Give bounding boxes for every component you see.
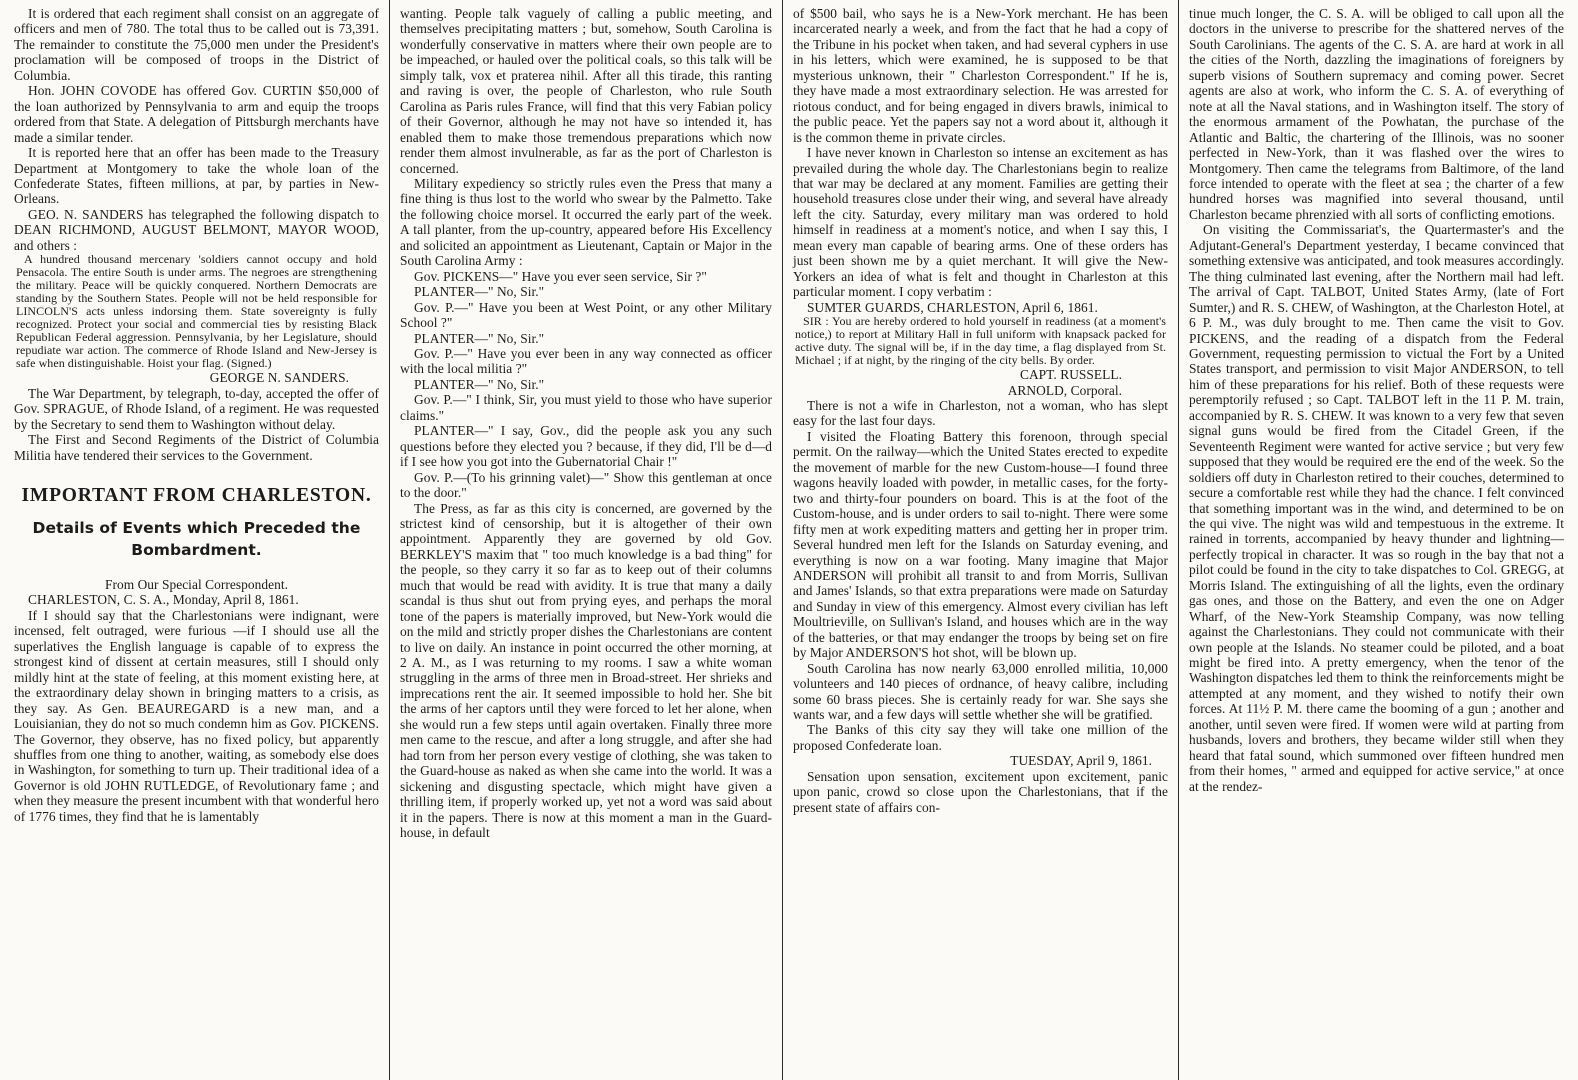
dialogue-line: PLANTER—" No, Sir.": [414, 376, 545, 392]
column-3: [782, 0, 1178, 1080]
paragraph: I have never known in Charleston so intense an excitement as has prevailed during the whole day. The Charlestonians begin to realize that war may be declared at any moment. Families are getting their household treasures close under their wing, and several have already left the city. Saturday, every military man was ordered to hold himself in readiness at a moment's notice, and when I say this, I mean every man capable of bearing arms. One of these orders has just been shown me by a quiet merchant. It will give the New-Yorkers an idea of what is felt and thought in Charleston at this particular moment. I copy verbatim :: [793, 145, 1168, 300]
article-subheadline: Details of Events which Preceded the Bombardment.: [32, 518, 361, 559]
dialogue-line: PLANTER—" I say, Gov., did the people ask you any such questions before they elected you ? because, if they did, I'll be d—d if I see how you got into the Gubernatorial Chair !": [400, 423, 772, 470]
paragraph: Sensation upon sensation, excitement upon excitement, panic upon panic, crowd so close upon the Charlestonians, that if the present state of affairs con-: [793, 768, 1168, 815]
paragraph: South Carolina has now nearly 63,000 enrolled militia, 10,000 volunteers and 140 pieces of ordnance, of heavy calibre, including some 60 brass pieces. She is certainly ready for war. She says she wants war, and a few days will settle whether she will be gratified.: [793, 660, 1168, 723]
paragraph: There is not a wife in Charleston, not a woman, who has slept easy for the last four days.: [793, 397, 1168, 429]
dialogue-line: Gov. P.—" I think, Sir, you must yield to those who have superior claims.": [400, 392, 772, 423]
paragraph: GEO. N. SANDERS has telegraphed the following dispatch to DEAN RICHMOND, AUGUST BELMONT, MAYOR WOOD, and others :: [14, 206, 379, 253]
quoted-dispatch: A hundred thousand mercenary 'soldiers cannot occupy and hold Pensacola. The entire South is under arms. The negroes are strengthening the military. Peace will be quickly conquered. Northern Democrats are standing by the Southern States. People will not be held responsible for LINCOLN'S acts unless indorsing them. State sovereignty is fully recognized. Protect your social and commercial ties by resisting Black Republican Federal aggression. Pennsylvania, by her Legislature, should repudiate war action. The commerce of Rhode Island and New-Jersey is safe when distinguishable. Hoist your flag. (Signed.): [16, 252, 377, 371]
dialogue-line: Gov. PICKENS—" Have you ever seen service, Sir ?": [414, 268, 707, 284]
dateline: TUESDAY, April 9, 1861.: [1010, 753, 1152, 769]
column-2: [389, 0, 782, 1080]
paragraph: It is reported here that an offer has been made to the Treasury Department at Montgomery to take the whole loan of the Confederate States, fifteen millions, at par, by parties in New-Orleans.: [14, 145, 379, 207]
order-signature: CAPT. RUSSELL.: [1019, 367, 1122, 383]
dialogue-line: Gov. P.—(To his grinning valet)—" Show this gentleman at once to the door.": [400, 469, 772, 501]
paragraph: I visited the Floating Battery this forenoon, through special permit. On the railway—which the United States erected to expedite the movement of marble for the new Custom-house—I found three wagons heavily loaded with powder, in metallic cases, for the forty-two and thirty-four pounders on board. This is at the foot of the Custom-house, and is under orders to sail to-night. There were some fifty men at work expediting matters and getting her in proper trim. Several hundred men left for the Islands on Saturday evening, and everything is now on a war footing. Many imagine that Major ANDERSON will prohibit all transit to and from Morris, Sullivan and James' Islands, so that extra preparations were made on Saturday and Sunday in view of this emergency. Almost every civilian has left Moultrieville, on Sullivan's Island, and houses which are in the way of the batteries, or that may endanger the troops by being set on fire by Major ANDERSON'S hot shot, will be blown up.: [793, 428, 1168, 661]
paragraph: The First and Second Regiments of the District of Columbia Militia have tendered their services to the Government.: [14, 432, 379, 463]
paragraph: The Press, as far as this city is concerned, are governed by the strictest kind of censorship, but it is altogether of their own appointment. Apparently they are governed by old Gov. BERKLEY'S maxim that " too much knowledge is a bad thing" for the people, so they carry it so far as to keep out of their columns much that would be read with avidity. It is true that many a daily scandal is thus shut out from prying eyes, and perhaps the moral tone of the papers is materially improved, but New-York would die on the mild and strictly proper dishes the Charlestonians are content to live on daily. An instance in point occurred the other morning, at 2 A. M., as I was returning to my rooms. I saw a white woman struggling in the arms of three men in Broad-street. Her shrieks and imprecations rent the air. It seemed impossible to hold her. She bit the arms of her captors until they were forced to let her alone, when she would run a few steps until again overtaken. Finally three more men came to the rescue, and after a long struggle, and after she had had torn from her person every vestige of clothing, she was taken to the Guard-house as naked as when she came into the world. It was a sickening and disgusting spectacle, which might have given a thrilling item, if properly worked up, yet not a word was said about it in the papers. There is now at this moment a man in the Guard-house, in default: [400, 500, 772, 841]
paragraph: tinue much longer, the C. S. A. will be obliged to call upon all the doctors in the universe to prescribe for the shattered nerves of the South Carolinians. The agents of the C. S. A. are hard at work in all the cities of the North, dazzling the imaginations of foreigners by superb visions of Southern supremacy and coming power. Secret agents are also at work, who inform the C. S. A. of everything of note at all the Naval stations, and in Washington itself. The story of the enormous armament of the Powhatan, the purchase of the Atlantic and Baltic, the chartering of the Illinois, was no sooner perfected in New-York, than it was flashed over the wires to Montgomery. Then came the telegrams from Baltimore, of the land force intended to operate with the fleet at sea ; the charter of a few hundred horses was magnified into several thousand, until Charleston became phrenzied with all sorts of conflicting emotions.: [1189, 6, 1564, 222]
order-heading: SUMTER GUARDS, CHARLESTON, April 6, 1861.: [807, 299, 1098, 315]
paragraph: Military expediency so strictly rules even the Press that many a fine thing is thus lost to the world who swear by the Palmetto. Take the following choice morsel. It occurred the early part of the week. A tall planter, from the up-country, appeared before His Excellency and solicited an appointment as Lieutenant, Captain or Major in the South Carolina Army :: [400, 175, 772, 269]
paragraph: On visiting the Commissariat's, the Quartermaster's and the Adjutant-General's Department yesterday, I became convinced that something extensive was anticipated, and took measures accordingly. The thing culminated last evening, after the Northern mail had left. The arrival of Capt. TALBOT, United States Army, (late of Fort Sumter,) and R. S. CHEW, of Washington, at the Charleston Hotel, at 6 P. M., was duly brought to me. Then came the visit to Gov. PICKENS, and the reading of a dispatch from the Federal Government, requesting permission to victual the Fort by a United States transport, and permission to visit Major ANDERSON, to tell him of these preparations for his relief. Both of these requests were peremptorily refused ; so Capt. TALBOT left in the 11 P. M. train, accompanied by R. S. CHEW. It was known to a very few that seven signal guns would be fired from the Citadel Green, if the Seventeenth Regiment were wanted for active service ; but very few supposed that they would be required ere the end of the week. So the soldiers off duty in Charleston retired to their couches, determined to secure a comfortable rest while they had the chance. I felt convinced that something important was in the wind, and determined to be on the qui vive. The night was wild and tempestuous in the extreme. It rained in torrents, accompanied by heavy thunder and lightning—perfectly tropical in character. It was so rough in the bay that not a pilot could be found in the city to take dispatches to Col. GREGG, at Morris Island. The extinguishing of all the lights, even the ordinary gas ones, and those on the Battery, and even the one on Adger Wharf, of the New-York Steamship Company, was now telling against the Charlestonians. They could not communicate with their own people at the Islands. No steamer could be piloted, and a boat might be fired into. A pretty emergency, when the tenor of the Washington dispatches led them to think the reinforcements might be attempted at any moment, and they wished to notify their own forces. At 11½ P. M. there came the booming of a gun ; another and another, until seven were fired. If women were wild at parting from husbands, lovers and brothers, they became wilder still when they heard that fatal sound, which summoned over fifteen hundred men from their homes, " armed and equipped for active service," at once at the rendez-: [1189, 222, 1564, 794]
byline: From Our Special Correspondent.: [104, 576, 289, 592]
column-4: [1178, 0, 1574, 1080]
paragraph: wanting. People talk vaguely of calling a public meeting, and themselves precipitating matters ; but, somehow, South Carolina is wonderfully conservative in matters where their own people are to be impeached, or hauled over the political coals, so this talk will be simply talk, vox et praterea nihil. After all this tirade, this ranting and raving is over, the people of Charleston, who rule South Carolina as Paris rules France, will find that this very Fabian policy of their Governor, although he may not have so intended it, has enabled them to make those tremendous preparations which now render them almost invulnerable, as far as the port of Charleston is concerned.: [400, 6, 772, 176]
dispatch-signature: GEORGE N. SANDERS.: [209, 370, 349, 386]
dateline: CHARLESTON, C. S. A., Monday, April 8, 1861.: [28, 592, 299, 608]
dialogue-line: PLANTER—" No, Sir.": [414, 330, 545, 346]
paragraph: If I should say that the Charlestonians were indignant, were incensed, felt outraged, were furious —if I should use all the superlatives the English language is capable of to express the strongest kind of dissent at certain measures, still I should only mildly hint at the state of feeling, at this moment existing here, at the extraordinary delay shown in bringing matters to a crisis, as they say. As Gen. BEAUREGARD is a new man, and a Louisianian, they do not so much condemn him as Gov. PICKENS. The Governor, they observe, has no fixed policy, but apparently shuffles from one thing to another, waiting, as somebody else does in Washington, for something to turn up. Their traditional idea of a Governor is old JOHN RUTLEDGE, of Revolutionary fame ; and when they measure the present incumbent with that wonderful hero of 1776 times, they find that he is lamentably: [14, 607, 379, 824]
dialogue-line: PLANTER—" No, Sir.": [414, 284, 545, 300]
paragraph: It is ordered that each regiment shall consist on an aggregate of officers and men of 780. The total thus to be called out is 73,391. The remainder to constitute the 75,000 men under the President's proclamation will be composed of troops in the District of Columbia.: [14, 6, 379, 83]
column-1: [4, 0, 389, 1080]
paragraph: The War Department, by telegraph, to-day, accepted the offer of Gov. SPRAGUE, of Rhode Island, of a regiment. He was requested by the Secretary to send them to Washington without delay.: [14, 385, 379, 432]
dialogue-line: Gov. P.—" Have you ever been in any way connected as officer with the local militia ?": [400, 345, 772, 377]
order-signature: ARNOLD, Corporal.: [1007, 382, 1122, 398]
article-headline: IMPORTANT FROM CHARLESTON.: [21, 484, 372, 506]
paragraph: of $500 bail, who says he is a New-York merchant. He has been incarcerated nearly a week, and from the fact that he had a copy of the Tribune in his pocket when taken, and had several cyphers in use in his letters, which were examined, he is supposed to be that mysterious unknown, their " Charleston Correspondent." If he is, they have made a most extraordinary selection. He was arrested for riotous conduct, and for being engaged in divers brawls, inimical to the public peace. Yet the papers say not a word about it, although it is the common theme in private circles.: [793, 6, 1168, 145]
order-text: SIR : You are hereby ordered to hold yourself in readiness (at a moment's notice,) to report at Military Hall in full uniform with knapsack packed for active duty. The signal will be, if in the day time, a flag displayed from St. Michael ; if at night, by the ringing of the city bells. By order.: [795, 314, 1166, 368]
paragraph: The Banks of this city say they will take one million of the proposed Confederate loan.: [793, 722, 1168, 753]
dialogue-line: Gov. P.—" Have you been at West Point, or any other Military School ?": [400, 299, 772, 331]
paragraph: Hon. JOHN COVODE has offered Gov. CURTIN $50,000 of the loan authorized by Pennsylvania to arm and equip the troops ordered from that State. A delegation of Pittsburgh merchants have made a similar tender.: [14, 83, 379, 145]
